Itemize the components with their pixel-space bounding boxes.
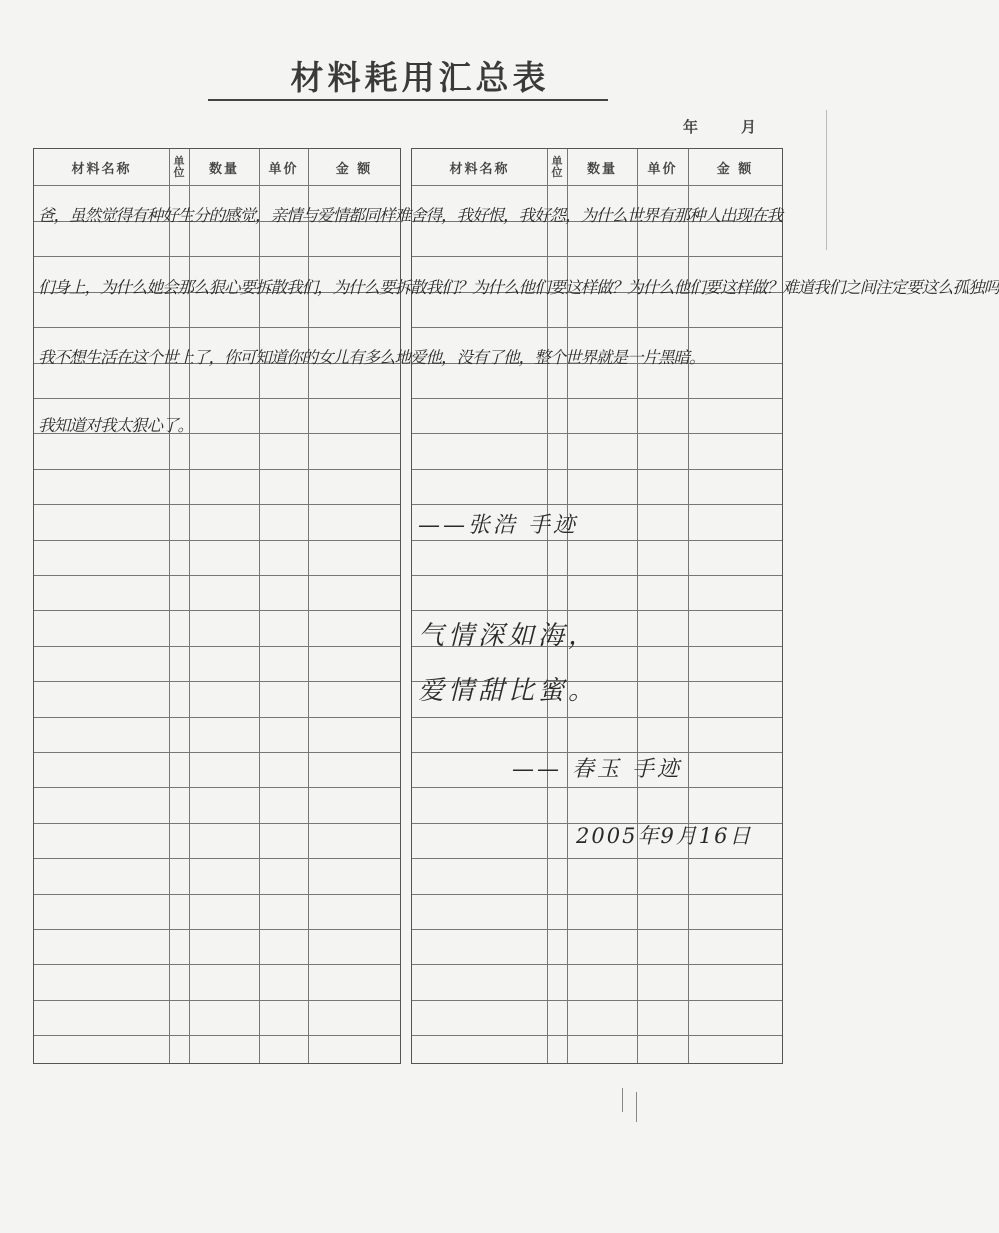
table-row-line [412,469,782,470]
table-row-line [34,185,400,186]
table-row-line [34,929,400,930]
table-row-line [34,858,400,859]
header-price: 单价 [268,161,299,177]
scan-mark [636,1092,637,1122]
table-row-line [412,433,782,434]
header-quantity: 数量 [208,161,239,177]
table-row-line [34,575,400,576]
table-row-line [412,540,782,541]
scan-mark [622,1088,623,1112]
table-row-line [412,327,782,328]
table-row-line [34,540,400,541]
poem-line-2: 爱情甜比蜜。 [418,676,599,706]
letter-line-1: 爸，虽然觉得有种好生分的感觉，亲情与爱情都同样难舍得，我好恨，我好怨，为什么世界有那种人出现在我 [38,206,782,225]
table-row-line [412,929,782,930]
table-row-line [34,1000,400,1001]
header-material-name: 材料名称 [71,161,132,177]
poem-line-1: 气情深如海， [418,621,599,651]
table-row-line [412,398,782,399]
table-row-line [34,752,400,753]
header-unit-bottom: 位 [173,166,185,179]
table-row-line [34,681,400,682]
table-row-line [34,823,400,824]
header-price: 单价 [647,161,678,177]
table-row-line [34,787,400,788]
table-row-line [412,964,782,965]
year-label: 年 [683,118,699,136]
table-row-line [34,256,400,257]
letter-date: 2005年9月16日 [576,824,753,848]
table-row-line [412,504,782,505]
header-amount: 金 额 [716,161,754,177]
header-amount: 金 额 [335,161,373,177]
letter-line-2: 们身上，为什么她会那么狠心要拆散我们，为什么要拆散我们？为什么他们要这样做？为什么他们要这样做？难道我们之间注定要这么孤独吗 [38,278,999,297]
title-underline [208,99,608,101]
letter-line-4: 我知道对我太狠心了。 [38,416,193,435]
table-row-line [34,717,400,718]
table-row-line [412,1000,782,1001]
header-quantity: 数量 [586,161,617,177]
table-row-line [412,787,782,788]
table-row-line [34,610,400,611]
table-row-line [412,610,782,611]
table-row-line [412,1035,782,1036]
table-row-line [34,894,400,895]
table-row-line [412,894,782,895]
header-unit-top: 单 [173,155,185,168]
table-row-line [412,717,782,718]
table-row-line [34,1035,400,1036]
table-row-line [412,185,782,186]
month-label: 月 [741,118,757,136]
scan-edge [826,110,827,250]
table-row-line [34,964,400,965]
header-unit-top: 单 [551,155,563,168]
header-unit [169,149,189,185]
table-row-line [34,398,400,399]
header-material-name: 材料名称 [449,161,510,177]
table-row-line [34,469,400,470]
table-row-line [34,327,400,328]
table-row-line [412,858,782,859]
signature-chun-yu: —— 春玉 手迹 [512,757,682,782]
form-title: 材料耗用汇总表 [290,58,550,97]
table-row-line [412,256,782,257]
header-unit [547,149,567,185]
table-row-line [34,504,400,505]
header-unit-bottom: 位 [551,166,563,179]
signature-zhang-hao: ——张浩 手迹 [418,513,578,538]
letter-line-3: 我不想生活在这个世上了，你可知道你的女儿有多么地爱他，没有了他，整个世界就是一片黑暗。 [38,348,705,367]
table-row-line [412,575,782,576]
table-row-line [34,646,400,647]
